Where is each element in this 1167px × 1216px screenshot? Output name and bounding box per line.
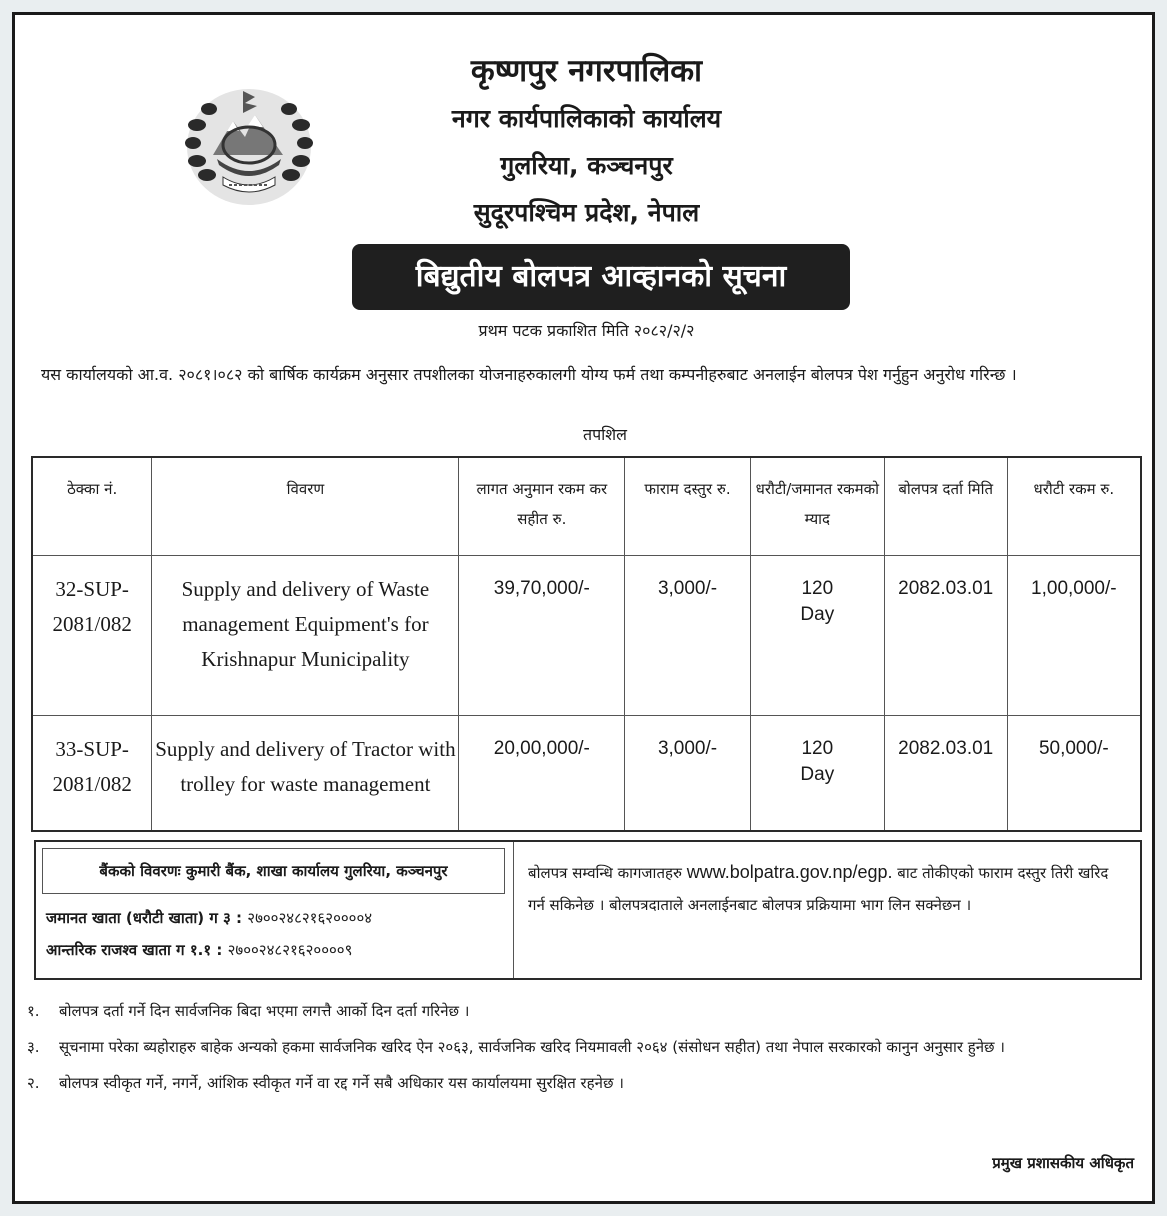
municipality-name: कृष्णपुर नगरपालिका [470, 53, 703, 89]
submission-date: 2082.03.01 [884, 556, 1007, 716]
description: Supply and delivery of Waste management Equipment's for Krishnapur Municipality [152, 556, 459, 716]
validity: 120 Day [750, 716, 884, 831]
info-text: बाट तोकीएको फाराम दस्तुर तिरी खरिद गर्न सकिनेछ । बोलपत्रदाताले अनलाईनबाट बोलपत्र प्रक्रियामा भाग लिन सक्नेछन । [528, 864, 1109, 914]
note-text: सूचनामा परेका ब्यहोराहरु बाहेक अन्यको हकमा सार्वजनिक खरिद ऐन २०६३, सार्वजनिक खरिद नियमावली २०६४ (संसोधन सहीत) तथा नेपाल सरकारको कानुन अनुसार हुनेछ । [59, 1038, 1005, 1056]
schedule-label: तपशिल [582, 425, 628, 444]
table-header-row [32, 457, 1141, 556]
account-number: २७००२४८२१६२००००९ [227, 941, 353, 959]
security-amount: 1,00,000/- [1007, 556, 1141, 716]
revenue-account [46, 940, 352, 960]
contract-no: 33-SUP-2081/082 [32, 716, 152, 831]
bank-info-box [34, 840, 1142, 980]
submission-date: 2082.03.01 [884, 716, 1007, 831]
header-bid-security-validity: धरौटी/जमानत रकमको म्याद [750, 457, 884, 556]
bid-security-account [46, 908, 372, 928]
note-text: बोलपत्र स्वीकृत गर्ने, नगर्ने, आंशिक स्वीकृत गर्ने वा रद्द गर्ने सबै अधिकार यस कार्यालयमा सुरक्षित रहनेछ । [59, 1074, 624, 1092]
intro-paragraph: यस कार्यालयको आ.व. २०८१।०८२ को बार्षिक कार्यक्रम अनुसार तपशीलका योजनाहरुकालगी योग्य फर्म तथा कम्पनीहरुबाट अनलाईन बोलपत्र पेश गर्नुहुन अनुरोध गरिन्छ । [41, 365, 1017, 384]
egp-link[interactable]: www.bolpatra.gov.np/egp. [686, 862, 893, 882]
header-bid-security-amount: धरौटी रकम रु. [1007, 457, 1141, 556]
bank-accounts [36, 842, 514, 978]
signatory-title: प्रमुख प्रशासकीय अधिकृत [992, 1154, 1134, 1172]
header-form-fee: फाराम दस्तुर रु. [625, 457, 751, 556]
list-item [27, 1029, 1127, 1065]
description: Supply and delivery of Tractor with trolley for waste management [152, 716, 459, 831]
list-item [27, 993, 1127, 1029]
note-number: ३. [27, 1038, 40, 1056]
table-row [32, 556, 1141, 716]
province-name: सुदूरपश्चिम प्रदेश, नेपाल [473, 198, 700, 227]
info-text: बोलपत्र सम्वन्धि कागजातहरु [528, 864, 682, 882]
cost-estimate: 39,70,000/- [459, 556, 625, 716]
bank-details: बैंकको विवरणः कुमारी बैंक, शाखा कार्यालय गुलरिया, कञ्चनपुर [42, 848, 505, 894]
form-fee: 3,000/- [625, 556, 751, 716]
cost-estimate: 20,00,000/- [459, 716, 625, 831]
list-item [27, 1065, 1127, 1101]
publication-date: प्रथम पटक प्रकाशित मिति २०८२/२/२ [478, 321, 695, 340]
contract-no: 32-SUP-2081/082 [32, 556, 152, 716]
notice-title-banner: बिद्युतीय बोलपत्र आव्हानको सूचना [352, 244, 850, 310]
tender-table [31, 456, 1142, 832]
header-description: विवरण [152, 457, 459, 556]
note-number: २. [27, 1074, 40, 1092]
note-number: १. [27, 1002, 40, 1020]
validity: 120 Day [750, 556, 884, 716]
account-number: २७००२४८२१६२००००४ [247, 909, 373, 927]
header-submission-date: बोलपत्र दर्ता मिति [884, 457, 1007, 556]
account-label: आन्तरिक राजश्व खाता ग १.१ : [46, 941, 223, 959]
form-fee: 3,000/- [625, 716, 751, 831]
notice-frame [12, 12, 1155, 1204]
security-amount: 50,000/- [1007, 716, 1141, 831]
table-row [32, 716, 1141, 831]
bid-documents-info [528, 856, 1128, 921]
office-name: नगर कार्यपालिकाको कार्यालय [451, 104, 722, 133]
notes-list [27, 993, 1127, 1101]
header-contract-no: ठेक्का नं. [32, 457, 152, 556]
note-text: बोलपत्र दर्ता गर्ने दिन सार्वजनिक बिदा भएमा लगत्तै आर्को दिन दर्ता गरिनेछ । [59, 1002, 470, 1020]
office-location: गुलरिया, कञ्चनपुर [500, 151, 673, 180]
account-label: जमानत खाता (धरौटी खाता) ग ३ : [46, 909, 243, 927]
header-cost-estimate: लागत अनुमान रकम कर सहीत रु. [459, 457, 625, 556]
